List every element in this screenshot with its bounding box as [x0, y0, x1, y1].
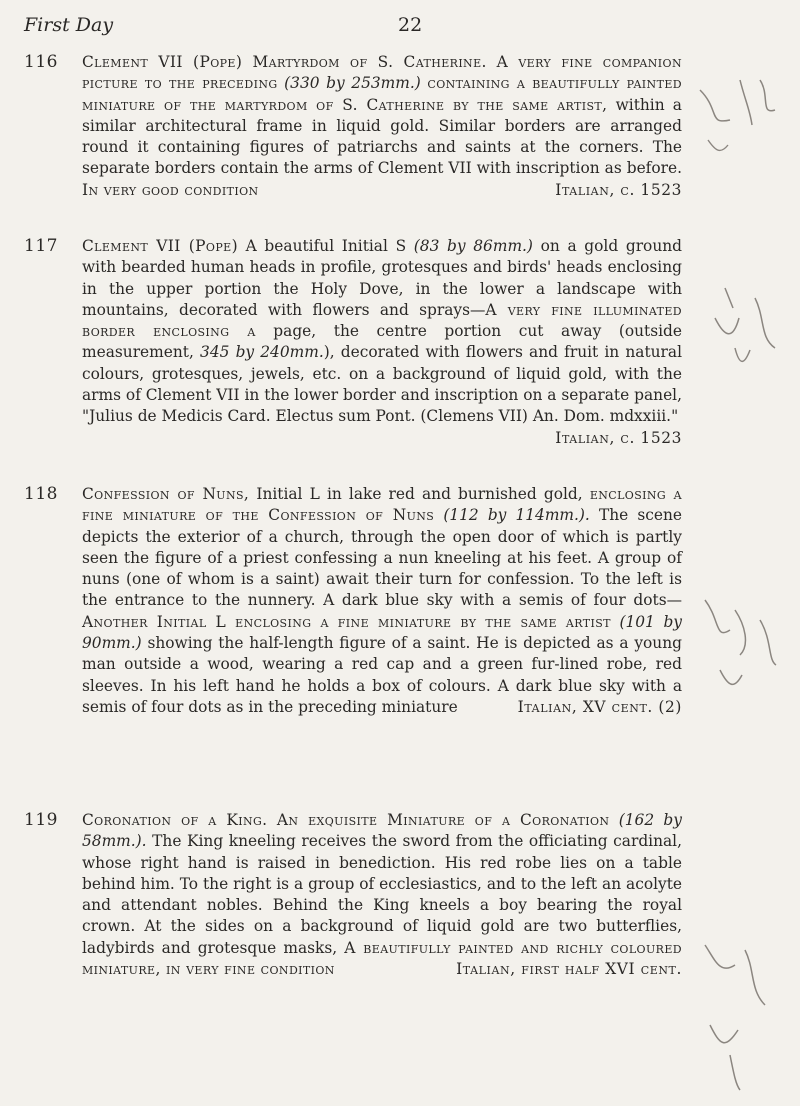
margin-pencil-mark	[690, 935, 790, 1095]
lot-text: containing a beautifully painted miniature of the martyrdom of S. Catherine by the same artist,	[82, 74, 682, 114]
lot-description	[82, 236, 682, 449]
lot-lead: enclosing a fine miniature of the Confession of Nuns	[82, 485, 682, 525]
lot-lead: A very fine companion picture to the preceding	[82, 53, 682, 93]
lot-number: 116	[24, 52, 58, 72]
lot-dimensions: 345 by 240mm.	[200, 343, 324, 362]
lot-title: Clement VII (Pope)	[82, 237, 238, 255]
lot-number: 119	[24, 810, 58, 830]
lot-text: The scene depicts the exterior of a church, through the open door of which is partly seen the figure of a priest confessing a nun kneeling at his feet. A group of nuns (one of whom is a saint) await their turn for confession. To the left is the entrance to the nunnery. A dark blue sky with a semis of four dots—	[82, 506, 682, 610]
section-title: First Day	[24, 14, 114, 36]
lot-119	[24, 810, 684, 1090]
margin-pencil-mark	[690, 70, 790, 170]
lot-dimensions: (162 by 58mm.).	[82, 811, 682, 851]
lot-description	[82, 484, 682, 718]
lot-title: Clement VII (Pope) Martyrdom of S. Catherine.	[82, 53, 487, 71]
lot-text: on a gold ground with bearded human heads in profile, grotesques and birds' heads enclosing in the upper portion the Holy Dove, in the lower a landscape with mountains, decorated with flowers and sprays—	[82, 237, 682, 319]
lot-description	[82, 810, 682, 980]
lot-title: Coronation of a King.	[82, 811, 268, 829]
lot-condition: In very good condition	[82, 180, 259, 199]
lot-text: A beautiful Initial S	[245, 237, 407, 255]
lot-text: Initial L in lake red and burnished gold,	[256, 485, 583, 503]
lot-lead: A very fine illuminated border enclosing a	[82, 300, 682, 341]
lot-dimensions: (101 by 90mm.)	[82, 612, 682, 653]
lot-number: 117	[24, 236, 58, 256]
lot-dimensions: (330 by 253mm.)	[284, 74, 421, 93]
margin-pencil-mark	[705, 278, 795, 398]
margin-pencil-mark	[690, 590, 790, 710]
lot-origin: Italian, XV cent. (2)	[517, 697, 682, 716]
lot-title: Confession of Nuns,	[82, 485, 250, 503]
lot-lead: Another Initial L enclosing a fine miniature by the same artist	[82, 612, 611, 631]
lot-text: The King kneeling receives the sword from the officiating cardinal, whose right hand is raised in benediction. His red robe lies on a table behind him. To the right is a group of ecclesiastics, and to the left an acolyte and attendant nobles. Behind the King kneels a boy bearing the royal crown. At the sides on a background of liquid gold are two butterflies, ladybirds and grotesque masks,	[82, 832, 682, 957]
lot-lead: A beautifully painted and richly coloured miniature, in very fine condition	[82, 938, 682, 979]
lot-number: 118	[24, 484, 58, 504]
lot-118	[24, 484, 684, 814]
lot-dimensions: (112 by 114mm.).	[443, 506, 590, 525]
lot-description	[82, 52, 682, 201]
page-number: 22	[398, 14, 423, 36]
lot-117	[24, 236, 684, 526]
lot-text: showing the half-length figure of a saint. He is depicted as a young man outside a wood, wearing a red cap and a green fur-lined robe, red sleeves. In his left hand he holds a box of colours. A dark blue sky with a semis of four dots as in the preceding miniature	[82, 634, 682, 716]
page-header	[24, 14, 780, 42]
lot-origin: Italian, c. 1523	[555, 180, 682, 199]
lot-lead: An exquisite Miniature of a Coronation	[276, 811, 610, 829]
lot-text: within a similar architectural frame in liquid gold. Similar borders are arranged round it containing figures of patriarchs and saints at the corners. The separate borders contain the arms of Clement VII with inscription as before.	[82, 95, 682, 178]
lot-dimensions: (83 by 86mm.)	[413, 237, 533, 255]
lot-origin: Italian, c. 1523	[555, 428, 682, 447]
lot-116	[24, 52, 684, 252]
lot-text: page, the centre portion cut away (outside measurement,	[82, 322, 682, 362]
lot-origin: Italian, first half XVI cent.	[456, 960, 682, 979]
lot-text: ), decorated with flowers and fruit in natural colours, grotesques, jewels, etc. on a background of liquid gold, with the arms of Clement VII in the lower border and inscription on a separate panel, "Julius de Medicis Card. Electus sum Pont. (Clemens VII) An. Dom. mdxxiii."	[82, 343, 682, 426]
